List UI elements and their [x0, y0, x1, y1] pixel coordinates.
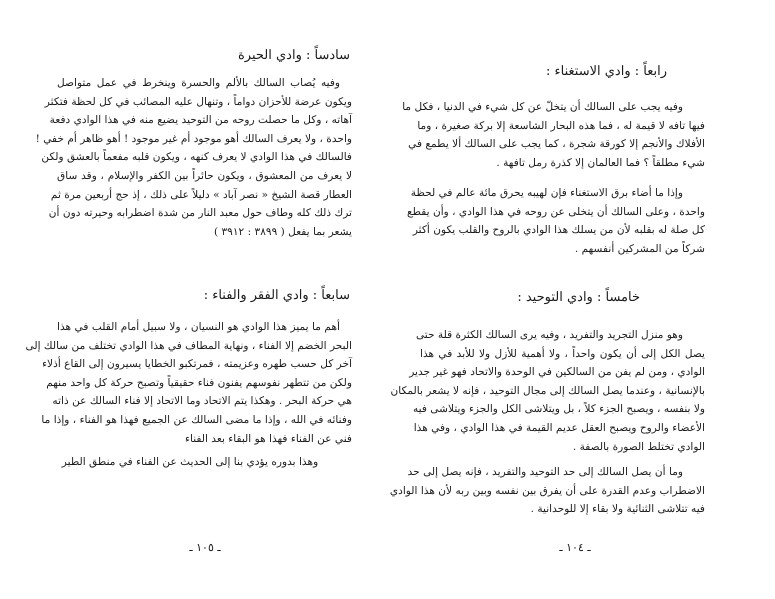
section-4-paragraph-1 — [402, 98, 705, 172]
text-line: لا يعرف من المعشوق ، ويكون حائراً بين الكفر والإسلام ، وقد ساق — [57, 169, 352, 182]
text-line: شيء مطلقاً ؟ فما العالمان إلا كذرة رمل تافهة . — [496, 156, 705, 169]
text-line: ولكن من تتطهر نفوسهم يفنون فناء حقيقياً وتصبح حركة كل واحد منهم — [46, 376, 352, 389]
text-line: الأفلاك والأنجم إلا كورقة شجرة ، كما يجب على السالك ألا يطمع في — [408, 138, 705, 151]
text-line: آخر كل حسب طهره وعزيمته ، فمرتكبو الخطايا يسيرون إلى القاع أذلاء — [42, 358, 352, 371]
right-page — [390, 0, 775, 599]
text-line: وفنائه في الله ، وإذا ما مضى السالك عن الجميع فهذا هو الفناء ، وإذا ما — [41, 413, 352, 426]
text-line: الوادي تختلط الصورة بالصفة . — [572, 440, 705, 453]
text-line: يصل الكل إلى أن يكون واحداً ، ولا أهمية للأزل ولا للأبد في هذا — [420, 347, 705, 360]
text-line: واحدة ، ولا يعرف السالك أهو موجود أم غير موجود ! أهو ظاهر أم خفي ! — [35, 132, 352, 145]
text-line: يشعر بما يفعل ( ٣٨٩٩ : ٣٩١٢ ) — [213, 225, 352, 238]
text-line: واحدة ، وعلى السالك أن يتخلى عن روحه في هذا الوادي ، وأن يقطع — [406, 205, 705, 218]
text-line: وفيه يجب على السالك أن يتخلّ عن كل شيء في الدنيا ، فكل ما — [402, 101, 683, 113]
text-line: ترك ذلك كله وطاف حول معبد النار من شدة اضطرابه وحيرته دون أن — [48, 207, 352, 220]
text-line: ولا بنفسه ، ويصبح الجزء كلاً ، بل ويتلاشى الكل والجزء ويتلاشى فيه — [412, 403, 705, 416]
text-line: الاضطراب وعدم القدرة على أن يفرق بين نفسه وبين ربه لأن هذا الوادي — [389, 484, 705, 497]
text-line: العطار قصة الشيخ « نصر آباد » دليلاً على ذلك ، إذ حج أربعين مرة ثم — [50, 188, 352, 201]
text-line: هي حركة البحر . وهكذا يتم الاتحاد وما الاتحاد إلا فناء السالك عن ذاته — [52, 395, 352, 408]
text-line: فني عن الفناء فهذا هو البقاء بعد الفناء — [185, 432, 352, 445]
text-line: البحر الخضم إلا الفناء ، ونهاية المطاف في هذا الوادي تختلف من سالك إلى — [25, 339, 352, 352]
section-6-paragraph — [35, 74, 352, 241]
text-line: وما أن يصل السالك إلى حد التوحيد والتفريد ، فإنه يصل إلى حد — [407, 466, 683, 478]
text-line: ويكون عرضة للأحزان دواماً ، وتنهال عليه المصائب في كل لحظة فتكثر — [44, 95, 352, 108]
section-5-paragraph-1 — [390, 326, 705, 456]
page-number-105: ـ ١٠٥ ـ — [189, 541, 221, 554]
text-line: الوادي ، ومن لم يفن من السالكين في الوحدة والاتحاد فهو غير جدير — [409, 366, 705, 379]
section-4-paragraph-2 — [406, 184, 705, 258]
text-line: الأعضاء والروح ويصبح العقل عديم القيمة في هذا الوادي ، وفي هذا — [413, 421, 705, 434]
page-number-104: ـ ١٠٤ ـ — [559, 541, 591, 554]
section-7-paragraph — [25, 318, 352, 448]
text-line: آهاته ، وكل ما حصلت روحه من التوحيد يضيع منه في هذا الوادي دفعة — [49, 114, 352, 127]
text-line: فيه تتلاشى الثنائية ولا بقاء إلا للوحدانية . — [530, 503, 705, 516]
text-line: أهم ما يميز هذا الوادي هو النسيان ، ولا سبيل أمام القلب في هذا — [57, 321, 340, 333]
text-line: بالإنسانية ، وعندما يصل السالك إلى مجال التوحيد ، فإنه لا يشعر بالمكان — [390, 384, 705, 397]
section-4-heading: رابعاً : وادي الاستغناء : — [546, 64, 667, 79]
text-line: وإذا ما أضاء برق الاستغناء فإن لهيبه يحرق مائة عالم في لحظة — [410, 187, 683, 199]
section-6-heading: سادساً : وادي الحيرة — [238, 48, 350, 63]
text-line: وفيه يُصاب السالك بالألم والحسرة وينخرط في عمل متواصل — [57, 77, 340, 89]
text-line: فالسالك في هذا الوادي لا يعرف كنهه ، ويكون قلبه مفعماً بالعشق ولكن — [41, 151, 352, 164]
section-5-heading: خامساً : وادي التوحيد : — [517, 290, 640, 305]
text-line: فيها تافه لا قيمة له ، فما هذه البحار الشاسعة إلا بركة صغيرة ، وما — [417, 119, 705, 132]
section-5-paragraph-2 — [389, 463, 705, 519]
section-7-heading: سابعاً : وادي الفقر والفناء : — [203, 288, 350, 303]
text-line: كل صلة له بقلبه لأن من يسلك هذا الوادي بالروح والقلب يكون أكثر — [412, 224, 705, 237]
text-line: وهو منزل التجريد والتفريد ، وفيه يرى السالك الكثرة قلة حتى — [415, 329, 683, 341]
text-line: شركاً من المشركين أنفسهم . — [574, 242, 705, 255]
section-7-closing-line: وهذا بدوره يؤدي بنا إلى الحديث عن الفناء في منطق الطير — [61, 456, 319, 468]
